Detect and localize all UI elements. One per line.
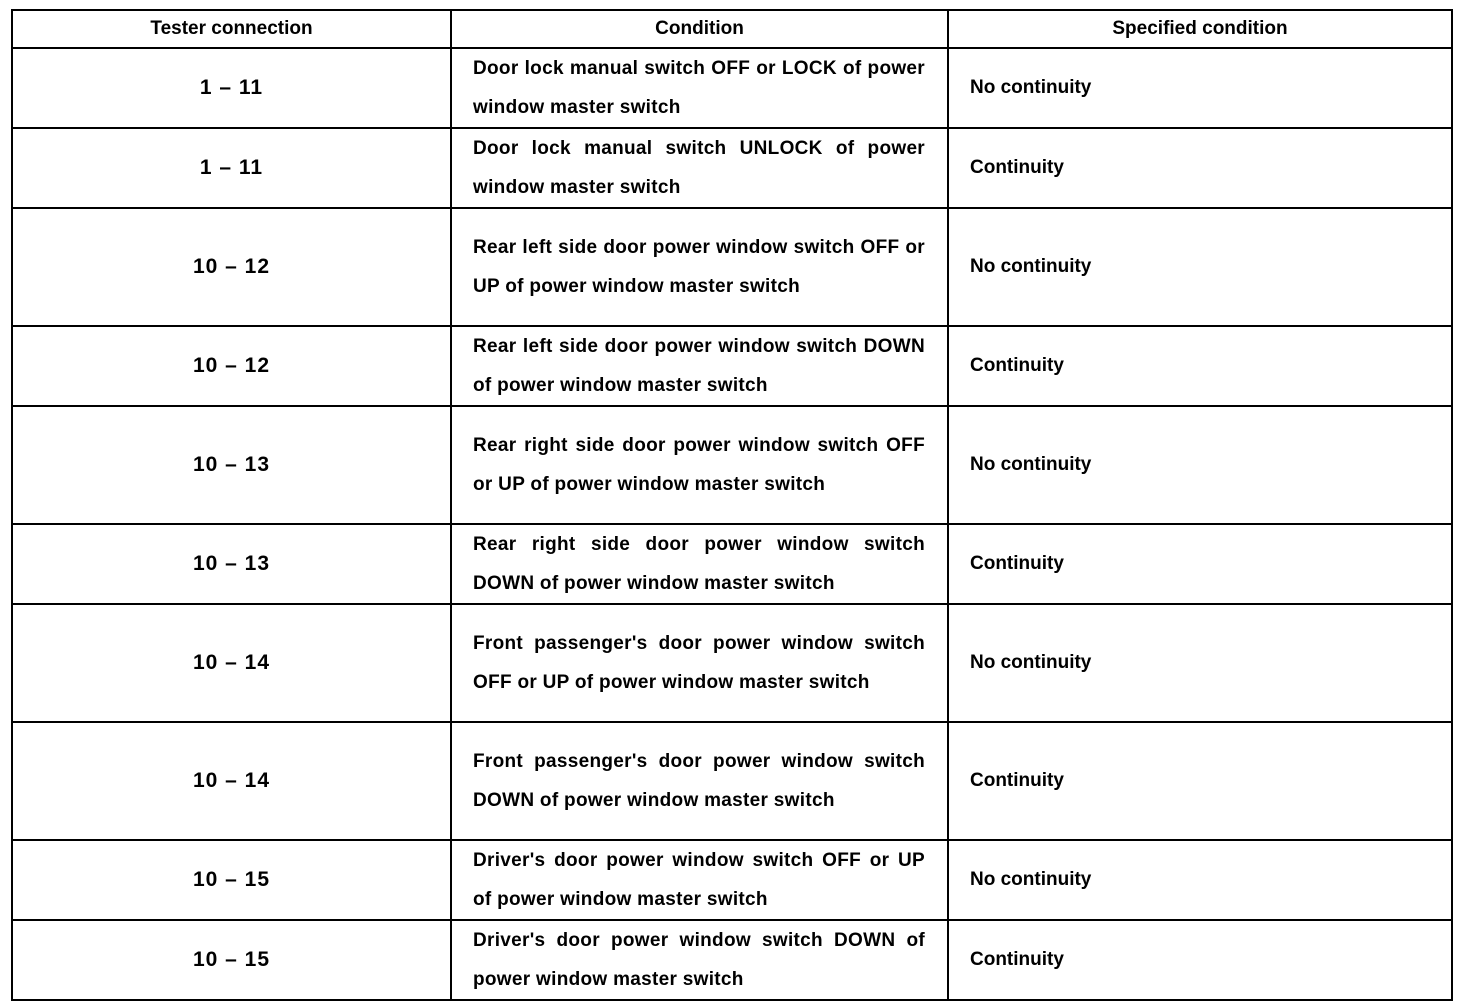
table-row bbox=[12, 406, 1452, 524]
header-condition: Condition bbox=[451, 10, 948, 48]
specified-condition-cell: No continuity bbox=[948, 604, 1452, 722]
table-header-row bbox=[12, 10, 1452, 48]
header-specified-condition: Specified condition bbox=[948, 10, 1452, 48]
table-row bbox=[12, 840, 1452, 920]
condition-cell: Driver's door power window switch DOWN of power window master switch bbox=[451, 920, 948, 1000]
table-row bbox=[12, 920, 1452, 1000]
continuity-spec-table bbox=[11, 9, 1453, 1001]
condition-cell: Front passenger's door power window switch DOWN of power window master switch bbox=[451, 722, 948, 840]
table-row bbox=[12, 48, 1452, 128]
tester-connection-cell: 10 – 14 bbox=[12, 722, 451, 840]
condition-cell: Door lock manual switch UNLOCK of power window master switch bbox=[451, 128, 948, 208]
specified-condition-cell: No continuity bbox=[948, 48, 1452, 128]
table-row bbox=[12, 722, 1452, 840]
tester-connection-cell: 10 – 12 bbox=[12, 208, 451, 326]
condition-cell: Driver's door power window switch OFF or UP of power window master switch bbox=[451, 840, 948, 920]
tester-connection-cell: 10 – 15 bbox=[12, 920, 451, 1000]
table-row bbox=[12, 326, 1452, 406]
condition-cell: Front passenger's door power window switch OFF or UP of power window master switch bbox=[451, 604, 948, 722]
specified-condition-cell: No continuity bbox=[948, 840, 1452, 920]
tester-connection-cell: 1 – 11 bbox=[12, 128, 451, 208]
table-row bbox=[12, 604, 1452, 722]
tester-connection-cell: 1 – 11 bbox=[12, 48, 451, 128]
specified-condition-cell: Continuity bbox=[948, 524, 1452, 604]
tester-connection-cell: 10 – 13 bbox=[12, 524, 451, 604]
condition-cell: Rear left side door power window switch DOWN of power window master switch bbox=[451, 326, 948, 406]
specified-condition-cell: Continuity bbox=[948, 326, 1452, 406]
specified-condition-cell: No continuity bbox=[948, 406, 1452, 524]
table-row bbox=[12, 128, 1452, 208]
header-tester-connection: Tester connection bbox=[12, 10, 451, 48]
tester-connection-cell: 10 – 13 bbox=[12, 406, 451, 524]
table-row bbox=[12, 208, 1452, 326]
condition-cell: Door lock manual switch OFF or LOCK of power window master switch bbox=[451, 48, 948, 128]
specified-condition-cell: Continuity bbox=[948, 128, 1452, 208]
condition-cell: Rear left side door power window switch OFF or UP of power window master switch bbox=[451, 208, 948, 326]
condition-cell: Rear right side door power window switch DOWN of power window master switch bbox=[451, 524, 948, 604]
specified-condition-cell: Continuity bbox=[948, 722, 1452, 840]
table-row bbox=[12, 524, 1452, 604]
specified-condition-cell: Continuity bbox=[948, 920, 1452, 1000]
tester-connection-cell: 10 – 15 bbox=[12, 840, 451, 920]
specified-condition-cell: No continuity bbox=[948, 208, 1452, 326]
tester-connection-cell: 10 – 14 bbox=[12, 604, 451, 722]
condition-cell: Rear right side door power window switch OFF or UP of power window master switch bbox=[451, 406, 948, 524]
tester-connection-cell: 10 – 12 bbox=[12, 326, 451, 406]
